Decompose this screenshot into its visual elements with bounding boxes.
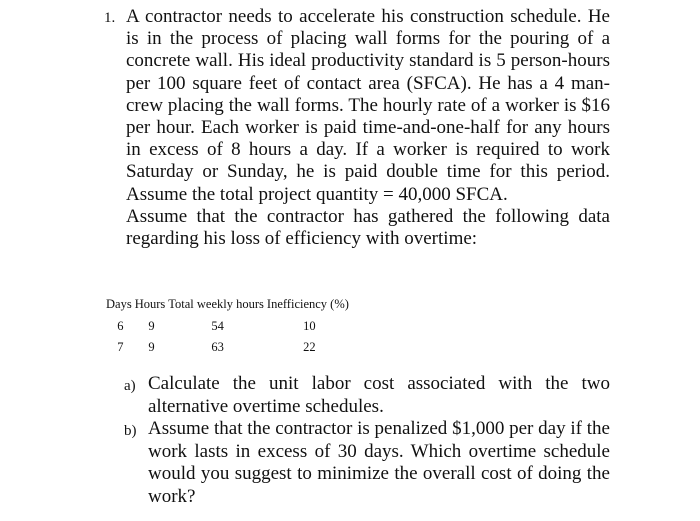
question-body [126, 6, 610, 250]
column-header-hours: Hours [134, 297, 166, 311]
subquestion-a-label: a) [124, 378, 136, 394]
cell-total-weekly-hours: 54 [211, 319, 224, 333]
table-row [106, 315, 352, 336]
cell-total-weekly-hours: 63 [211, 340, 224, 354]
cell-inefficiency: 10 [303, 319, 316, 333]
problem-statement [104, 6, 610, 250]
question-number: 1. [104, 10, 116, 26]
subquestion-b [124, 418, 610, 508]
table-header-row [106, 297, 352, 315]
cell-days: 7 [117, 340, 124, 354]
subquestion-a-text: Calculate the unit labor cost associated with the two alternative overtime schedules. [148, 373, 610, 417]
overtime-efficiency-table [106, 297, 352, 357]
column-header-days: Days [106, 297, 132, 311]
cell-days: 6 [117, 319, 124, 333]
subquestion-a [124, 373, 610, 418]
question-paragraph-1: A contractor needs to accelerate his construction schedule. He is in the process of placing wall forms for the pouring of a concrete wall. His ideal productivity standard is 5 person-hours per 100 square feet of contact area (SFCA). He has a 4 man-crew placing the wall forms. The hourly rate of a worker is $16 per hour. Each worker is paid time-and-one-half for any hours in excess of 8 hours a day. If a worker is required to work Saturday or Sunday, he is paid double time for this period. Assume the total project quantity = 40,000 SFCA. [126, 6, 610, 205]
cell-hours: 9 [148, 319, 155, 333]
subquestion-b-text: Assume that the contractor is penalized $1,000 per day if the work lasts in excess of 30 days. Which overtime schedule would you suggest to minimize the overall cost of doing the work? [148, 418, 610, 507]
column-header-inefficiency: Inefficiency (%) [266, 297, 349, 311]
cell-hours: 9 [148, 340, 155, 354]
table-row [106, 336, 352, 357]
question-paragraph-2: Assume that the contractor has gathered the following data regarding his loss of efficiency with overtime: [126, 205, 610, 250]
column-header-total-weekly-hours: Total weekly hours [168, 297, 264, 311]
subquestion-b-label: b) [124, 423, 137, 439]
cell-inefficiency: 22 [303, 340, 316, 354]
